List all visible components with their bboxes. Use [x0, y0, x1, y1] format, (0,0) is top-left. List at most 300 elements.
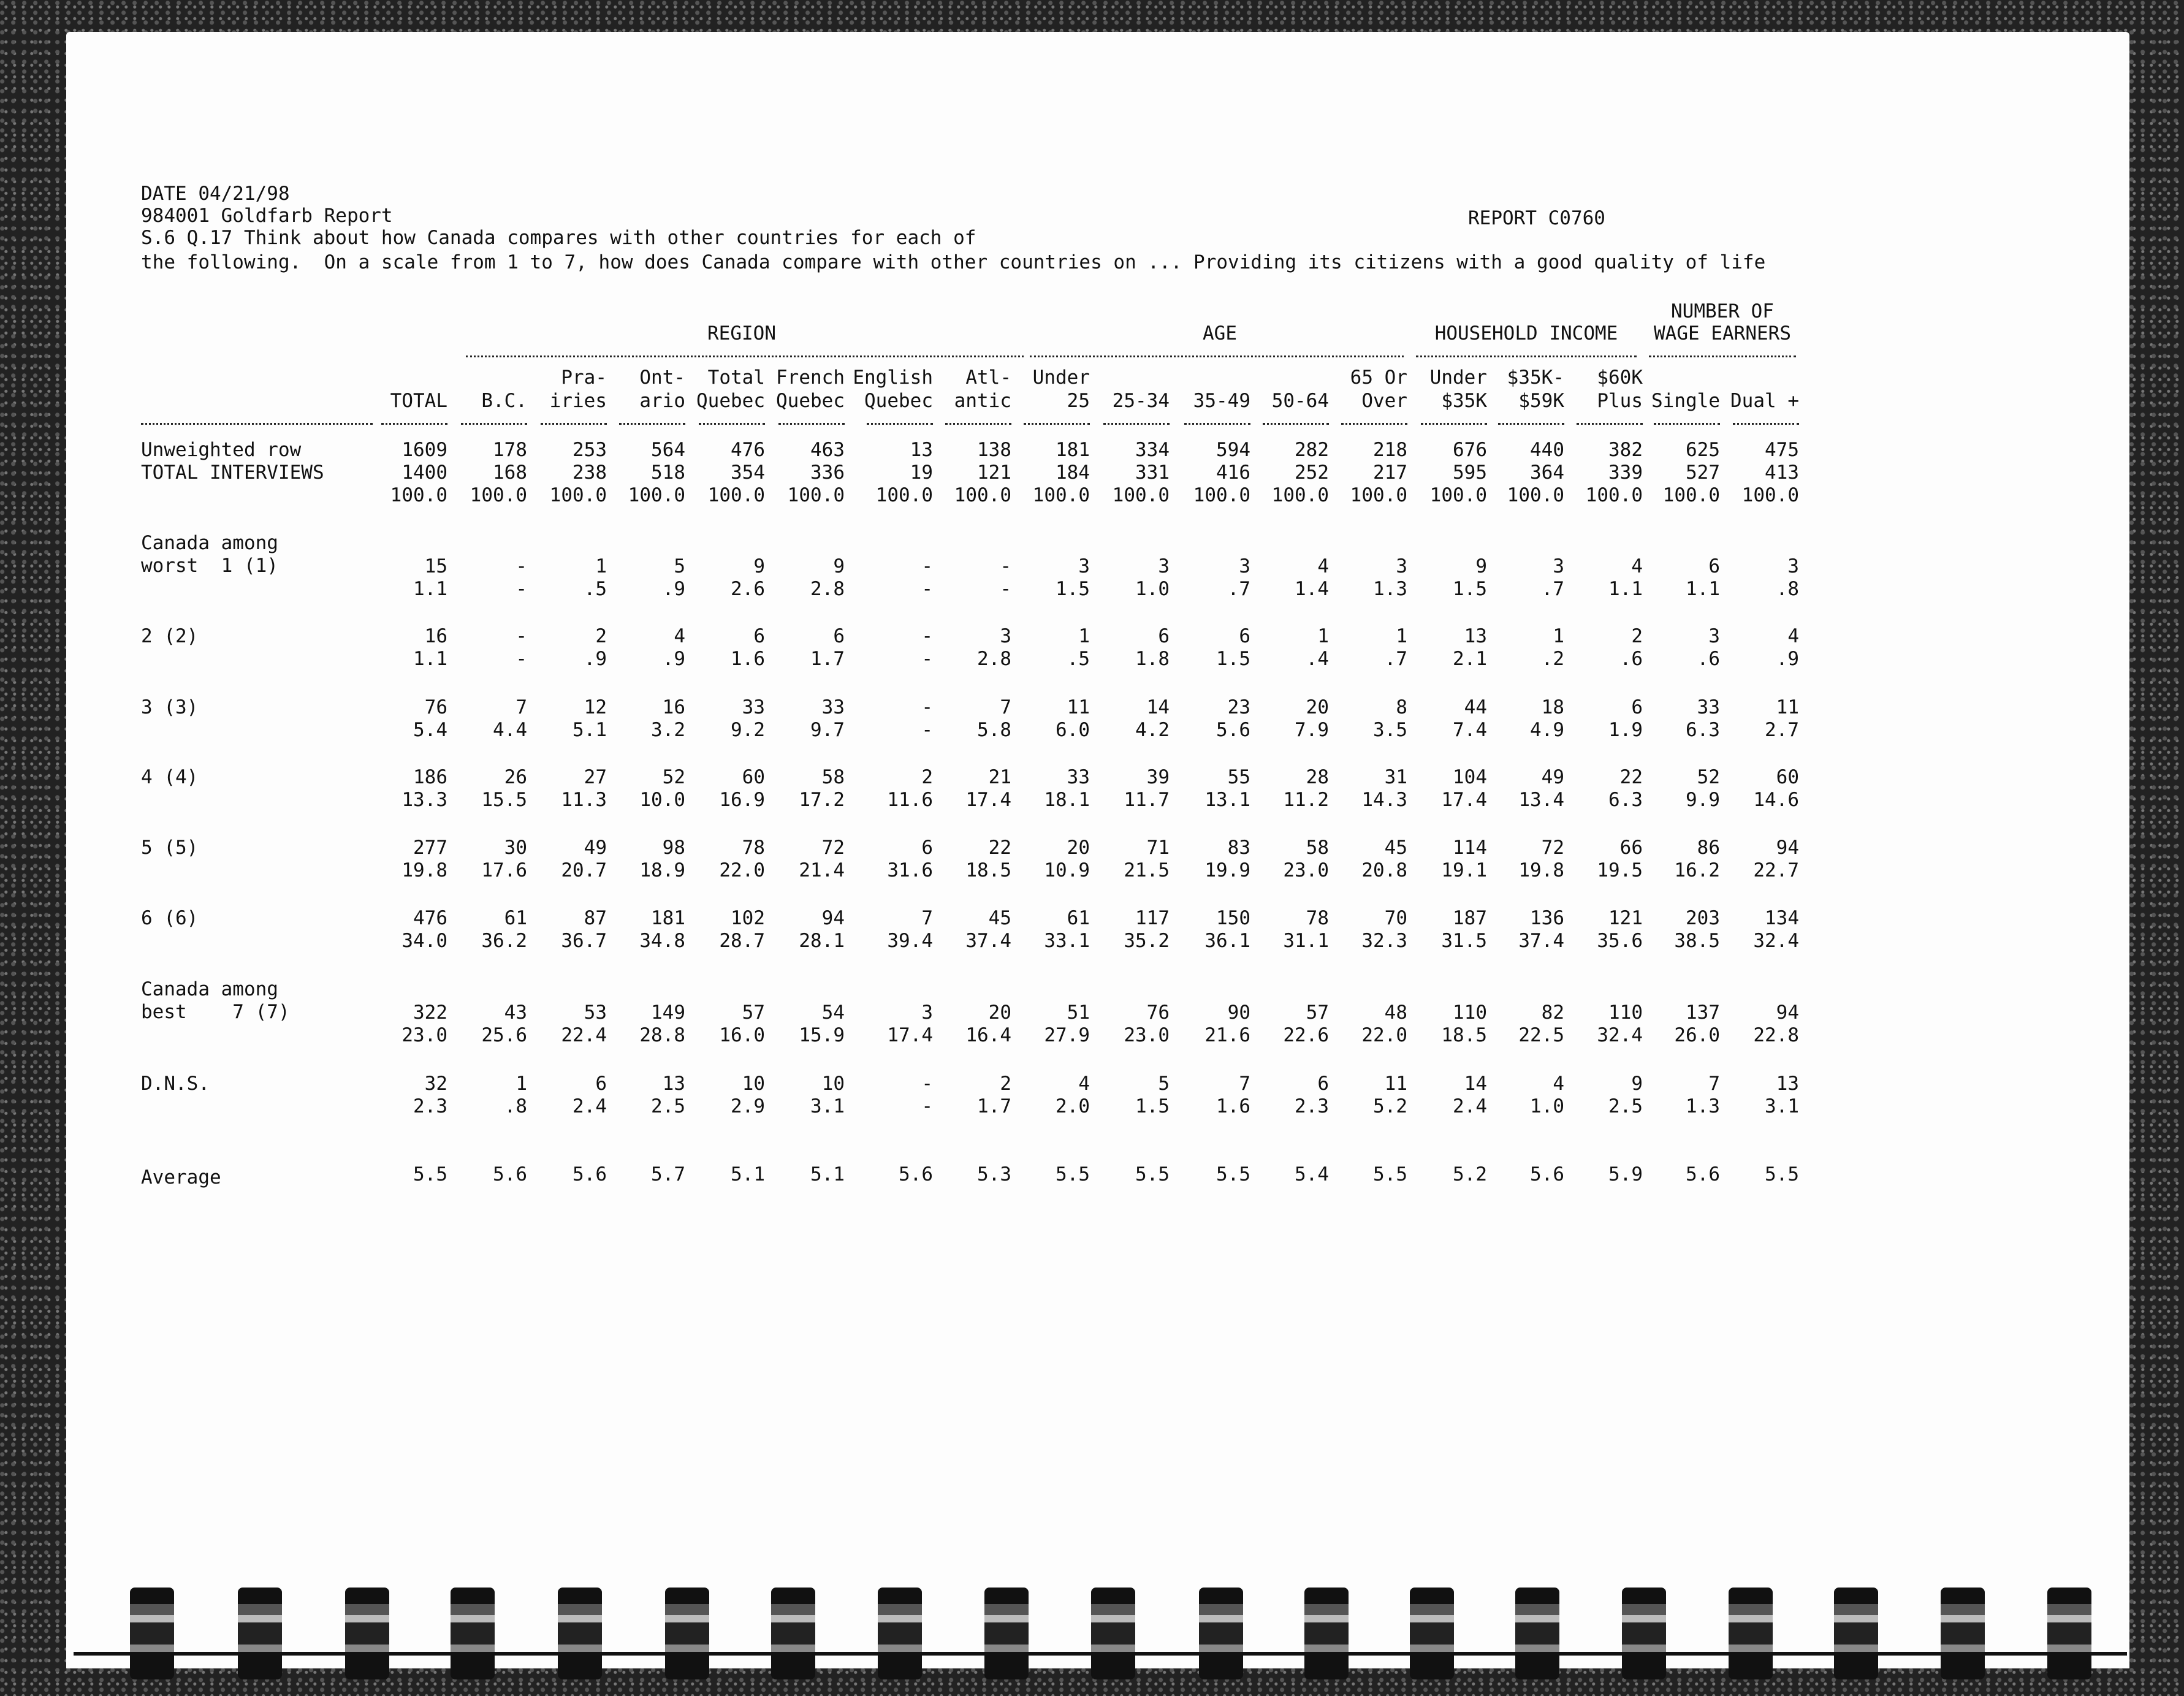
column-header-rule	[1263, 423, 1329, 425]
table-cell: 21.4	[799, 859, 845, 881]
table-cell: 58	[821, 766, 845, 788]
table-cell: 61	[1067, 907, 1090, 929]
table-cell: 1	[595, 555, 607, 577]
table-cell: 17.4	[887, 1024, 933, 1046]
table-cell: .9	[662, 578, 685, 600]
table-cell: 1.9	[1608, 719, 1643, 741]
table-cell: 28.1	[799, 930, 845, 952]
table-cell: 78	[742, 837, 765, 859]
group-household-income: HOUSEHOLD INCOME	[1434, 322, 1618, 344]
table-cell: 22.7	[1753, 859, 1799, 881]
row-label: D.N.S.	[141, 1073, 210, 1095]
table-cell: 4	[1317, 555, 1329, 577]
binding-ring	[1091, 1588, 1135, 1679]
table-cell: 39.4	[887, 930, 933, 952]
table-cell: 1.5	[1453, 578, 1487, 600]
table-cell: 16.0	[719, 1024, 765, 1046]
label-column-rule	[141, 423, 373, 425]
age-rule	[1030, 356, 1404, 357]
table-cell: 6.0	[1056, 719, 1090, 741]
table-cell: .7	[1384, 648, 1407, 670]
table-cell: 1.1	[413, 578, 447, 600]
table-cell: 33.1	[1044, 930, 1090, 952]
table-cell: 463	[810, 439, 845, 461]
table-cell: 1	[516, 1073, 527, 1095]
binding-ring	[451, 1588, 495, 1679]
table-cell: 30	[504, 837, 527, 859]
table-cell: 57	[742, 1002, 765, 1024]
table-cell: 137	[1686, 1002, 1720, 1024]
table-cell: 100.0	[1585, 484, 1643, 506]
table-cell: 83	[1227, 837, 1250, 859]
table-cell: 16.4	[965, 1024, 1011, 1046]
column-header-rule	[1103, 423, 1170, 425]
column-header-1: Total	[707, 367, 765, 389]
table-cell: 4	[1078, 1073, 1090, 1095]
table-cell: 31.1	[1283, 930, 1329, 952]
table-cell: 3	[1239, 555, 1250, 577]
table-cell: 72	[1541, 837, 1564, 859]
column-header-rule	[1654, 423, 1720, 425]
table-cell: 1.6	[1216, 1095, 1250, 1117]
table-cell: 3	[1708, 625, 1720, 647]
table-cell: 100.0	[1429, 484, 1487, 506]
table-cell: 38.5	[1674, 930, 1720, 952]
table-cell: 7	[1239, 1073, 1250, 1095]
table-cell: 28.7	[719, 930, 765, 952]
table-cell: 5.6	[1686, 1163, 1720, 1185]
table-cell: 11	[1384, 1073, 1407, 1095]
table-cell: 475	[1765, 439, 1799, 461]
column-header-rule	[1421, 423, 1487, 425]
table-cell: 4	[1787, 625, 1799, 647]
table-cell: 5.4	[413, 719, 447, 741]
table-cell: 45	[1384, 837, 1407, 859]
table-cell: 21	[988, 766, 1011, 788]
table-cell: 37.4	[1518, 930, 1564, 952]
binding-ring	[130, 1588, 174, 1679]
table-cell: 2.7	[1765, 719, 1799, 741]
table-cell: 1.5	[1056, 578, 1090, 600]
table-cell: 3	[1553, 555, 1564, 577]
table-cell: 5	[1158, 1073, 1170, 1095]
table-cell: 14.6	[1753, 789, 1799, 811]
table-cell: 1400	[401, 462, 447, 484]
table-cell: 114	[1453, 837, 1487, 859]
table-cell: 54	[821, 1002, 845, 1024]
table-cell: -	[921, 648, 933, 670]
binding-ring	[1622, 1588, 1666, 1679]
column-header-2: Quebec	[864, 390, 933, 412]
table-cell: 5.1	[810, 1163, 845, 1185]
column-header-2: Quebec	[696, 390, 765, 412]
table-cell: 5.9	[1608, 1163, 1643, 1185]
column-header-1: $60K	[1597, 367, 1643, 389]
table-cell: 7.4	[1453, 719, 1487, 741]
column-header-2: 25-34	[1112, 390, 1170, 412]
table-cell: 87	[584, 907, 607, 929]
table-cell: 94	[821, 907, 845, 929]
table-cell: 100.0	[549, 484, 607, 506]
table-cell: 21.5	[1124, 859, 1170, 881]
table-cell: 187	[1453, 907, 1487, 929]
table-cell: 1.1	[1608, 578, 1643, 600]
table-cell: 7	[1000, 696, 1011, 718]
table-cell: 94	[1776, 1002, 1799, 1024]
table-cell: 181	[1056, 439, 1090, 461]
table-cell: 100.0	[1271, 484, 1329, 506]
table-cell: 676	[1453, 439, 1487, 461]
table-cell: -	[921, 1073, 933, 1095]
table-cell: 76	[1146, 1002, 1170, 1024]
table-cell: 595	[1453, 462, 1487, 484]
table-cell: 364	[1530, 462, 1564, 484]
table-cell: 100.0	[1350, 484, 1407, 506]
table-cell: 102	[731, 907, 765, 929]
table-cell: .5	[584, 578, 607, 600]
table-cell: 44	[1464, 696, 1487, 718]
table-cell: 33	[1697, 696, 1720, 718]
table-cell: 2.4	[573, 1095, 607, 1117]
table-cell: 476	[413, 907, 447, 929]
table-cell: 336	[810, 462, 845, 484]
binding-ring	[1410, 1588, 1454, 1679]
table-cell: .9	[584, 648, 607, 670]
table-cell: 218	[1373, 439, 1407, 461]
table-cell: 20	[1067, 837, 1090, 859]
table-cell: 100.0	[1507, 484, 1564, 506]
table-cell: 100.0	[1193, 484, 1250, 506]
table-cell: 5.5	[1765, 1163, 1799, 1185]
table-cell: 19.1	[1441, 859, 1487, 881]
table-cell: -	[516, 578, 527, 600]
table-cell: 11	[1776, 696, 1799, 718]
table-cell: 20.8	[1361, 859, 1407, 881]
table-cell: 594	[1216, 439, 1250, 461]
table-cell: 282	[1295, 439, 1329, 461]
table-cell: 3	[921, 1002, 933, 1024]
table-cell: 100.0	[1112, 484, 1170, 506]
table-cell: 17.6	[481, 859, 527, 881]
table-cell: 5.4	[1295, 1163, 1329, 1185]
column-header-2: Plus	[1597, 390, 1643, 412]
column-header-2: antic	[954, 390, 1011, 412]
table-cell: 1.7	[977, 1095, 1011, 1117]
table-cell: 14	[1146, 696, 1170, 718]
table-cell: 3	[1396, 555, 1407, 577]
table-cell: 5.6	[573, 1163, 607, 1185]
table-cell: 110	[1608, 1002, 1643, 1024]
table-cell: 253	[573, 439, 607, 461]
table-cell: 564	[651, 439, 685, 461]
table-cell: 9	[753, 555, 765, 577]
binding-ring	[1304, 1588, 1349, 1679]
table-cell: -	[1000, 555, 1011, 577]
table-cell: 22.0	[719, 859, 765, 881]
table-cell: 9	[833, 555, 845, 577]
region-rule	[466, 356, 1024, 357]
column-header-1: French	[776, 367, 845, 389]
table-cell: 3	[1787, 555, 1799, 577]
table-cell: 72	[821, 837, 845, 859]
column-header-rule	[1577, 423, 1643, 425]
table-cell: 440	[1530, 439, 1564, 461]
column-header-2: Dual +	[1730, 390, 1799, 412]
table-cell: 178	[493, 439, 527, 461]
table-cell: 13	[1776, 1073, 1799, 1095]
table-cell: -	[516, 555, 527, 577]
wage-rule	[1649, 356, 1796, 357]
table-cell: -	[516, 648, 527, 670]
table-cell: 6	[1708, 555, 1720, 577]
table-cell: 11.7	[1124, 789, 1170, 811]
column-header-rule	[867, 423, 933, 425]
table-cell: 32.3	[1361, 930, 1407, 952]
row-label-line-2: worst 1 (1)	[141, 555, 278, 577]
row-label: 6 (6)	[141, 907, 199, 929]
column-header-2: $35K	[1441, 390, 1487, 412]
table-cell: 168	[493, 462, 527, 484]
row-label: 4 (4)	[141, 766, 199, 788]
table-cell: 22.6	[1283, 1024, 1329, 1046]
table-cell: 138	[977, 439, 1011, 461]
row-label: 3 (3)	[141, 696, 199, 718]
table-cell: 6	[753, 625, 765, 647]
binding-ring	[1729, 1588, 1773, 1679]
table-cell: 36.1	[1204, 930, 1250, 952]
report-title: 984001 Goldfarb Report	[141, 205, 393, 227]
table-cell: 36.2	[481, 930, 527, 952]
group-region: REGION	[707, 322, 776, 344]
column-header-1: Under	[1032, 367, 1090, 389]
table-cell: 43	[504, 1002, 527, 1024]
table-cell: 61	[504, 907, 527, 929]
table-cell: 55	[1227, 766, 1250, 788]
column-header-rule	[1341, 423, 1407, 425]
table-cell: 52	[662, 766, 685, 788]
table-cell: 23.0	[401, 1024, 447, 1046]
table-cell: 16	[662, 696, 685, 718]
table-cell: 45	[988, 907, 1011, 929]
table-cell: 150	[1216, 907, 1250, 929]
table-cell: 31.6	[887, 859, 933, 881]
table-cell: 1	[1078, 625, 1090, 647]
table-cell: 35.6	[1597, 930, 1643, 952]
table-cell: 7	[516, 696, 527, 718]
table-cell: 10	[742, 1073, 765, 1095]
table-cell: 19	[910, 462, 933, 484]
table-cell: 15.9	[799, 1024, 845, 1046]
table-cell: 2.8	[977, 648, 1011, 670]
table-cell: 11.3	[561, 789, 607, 811]
column-header-1: Atl-	[965, 367, 1011, 389]
table-cell: 6	[1239, 625, 1250, 647]
row-label: 2 (2)	[141, 625, 199, 647]
table-cell: 19.9	[1204, 859, 1250, 881]
table-cell: 6	[921, 837, 933, 859]
report-date: DATE 04/21/98	[141, 183, 290, 205]
table-cell: 10.9	[1044, 859, 1090, 881]
table-cell: 5.1	[731, 1163, 765, 1185]
table-cell: 121	[1608, 907, 1643, 929]
table-cell: 20	[1306, 696, 1329, 718]
table-cell: 16.9	[719, 789, 765, 811]
table-cell: 60	[742, 766, 765, 788]
table-cell: -	[921, 555, 933, 577]
table-cell: 60	[1776, 766, 1799, 788]
table-cell: 4	[1553, 1073, 1564, 1095]
table-cell: 31.5	[1441, 930, 1487, 952]
table-cell: 10.0	[639, 789, 685, 811]
table-cell: 23.0	[1283, 859, 1329, 881]
column-header-rule	[1024, 423, 1090, 425]
column-header-1: Pra-	[561, 367, 607, 389]
table-cell: -	[921, 696, 933, 718]
table-cell: 3.2	[651, 719, 685, 741]
column-header-rule	[699, 423, 765, 425]
table-cell: 2	[595, 625, 607, 647]
column-header-2: $59K	[1518, 390, 1564, 412]
column-header-rule	[778, 423, 845, 425]
table-cell: 18.5	[965, 859, 1011, 881]
table-cell: 26	[504, 766, 527, 788]
table-cell: 49	[1541, 766, 1564, 788]
table-cell: 322	[413, 1002, 447, 1024]
table-cell: 94	[1776, 837, 1799, 859]
table-cell: 625	[1686, 439, 1720, 461]
table-cell: 100.0	[628, 484, 685, 506]
table-cell: 2.1	[1453, 648, 1487, 670]
table-cell: 4.9	[1530, 719, 1564, 741]
table-cell: 1.3	[1373, 578, 1407, 600]
table-cell: 35.2	[1124, 930, 1170, 952]
question-line-2: the following. On a scale from 1 to 7, how does Canada compare with other countries on ... Providing its citizens with a good quality of life	[141, 251, 1766, 273]
table-cell: 1.1	[413, 648, 447, 670]
binding-ring	[1941, 1588, 1985, 1679]
report-code: REPORT C0760	[1468, 207, 1605, 229]
table-cell: 1.3	[1686, 1095, 1720, 1117]
table-cell: 9	[1631, 1073, 1643, 1095]
table-cell: 3	[1158, 555, 1170, 577]
table-cell: 2.5	[651, 1095, 685, 1117]
table-cell: 4	[1631, 555, 1643, 577]
table-cell: 1.6	[731, 648, 765, 670]
column-header-2: 50-64	[1271, 390, 1329, 412]
column-header-rule	[945, 423, 1011, 425]
table-cell: 5.5	[1135, 1163, 1170, 1185]
table-cell: 7	[921, 907, 933, 929]
table-cell: 78	[1306, 907, 1329, 929]
binding-ring	[2047, 1588, 2091, 1679]
table-cell: -	[921, 578, 933, 600]
table-cell: 22.5	[1518, 1024, 1564, 1046]
table-cell: 100.0	[1032, 484, 1090, 506]
binding-ring	[771, 1588, 815, 1679]
table-cell: 1.4	[1295, 578, 1329, 600]
table-cell: 33	[821, 696, 845, 718]
column-header-2: ario	[639, 390, 685, 412]
column-header-2: Single	[1651, 390, 1720, 412]
table-cell: 36.7	[561, 930, 607, 952]
table-cell: 238	[573, 462, 607, 484]
table-cell: 22.0	[1361, 1024, 1407, 1046]
table-cell: 6	[833, 625, 845, 647]
table-cell: 32.4	[1753, 930, 1799, 952]
table-cell: 86	[1697, 837, 1720, 859]
column-header-rule	[1733, 423, 1799, 425]
table-cell: 18.1	[1044, 789, 1090, 811]
table-cell: 20	[988, 1002, 1011, 1024]
table-cell: 5.7	[651, 1163, 685, 1185]
table-cell: 100.0	[470, 484, 527, 506]
table-cell: 3	[1078, 555, 1090, 577]
table-cell: 100.0	[390, 484, 447, 506]
table-cell: 2	[921, 766, 933, 788]
row-label: Canada among	[141, 978, 278, 1000]
table-cell: 13	[662, 1073, 685, 1095]
table-cell: 18.9	[639, 859, 685, 881]
table-cell: 19.8	[401, 859, 447, 881]
table-cell: 6	[1631, 696, 1643, 718]
table-cell: 1.0	[1135, 578, 1170, 600]
table-cell: .6	[1697, 648, 1720, 670]
table-cell: 416	[1216, 462, 1250, 484]
table-cell: 382	[1608, 439, 1643, 461]
table-cell: 23	[1227, 696, 1250, 718]
table-cell: 3	[1000, 625, 1011, 647]
column-header-rule	[461, 423, 527, 425]
binding-ring	[1515, 1588, 1559, 1679]
table-cell: -	[1000, 578, 1011, 600]
table-cell: 6.3	[1686, 719, 1720, 741]
column-header-1: $35K-	[1507, 367, 1564, 389]
table-cell: 181	[651, 907, 685, 929]
table-cell: 14.3	[1361, 789, 1407, 811]
table-cell: 7.9	[1295, 719, 1329, 741]
table-cell: 51	[1067, 1002, 1090, 1024]
table-cell: 136	[1530, 907, 1564, 929]
table-cell: 1	[1396, 625, 1407, 647]
table-cell: .5	[1067, 648, 1090, 670]
table-cell: 5.3	[977, 1163, 1011, 1185]
row-label-line-2: best 7 (7)	[141, 1001, 290, 1023]
table-cell: 22.8	[1753, 1024, 1799, 1046]
table-cell: 5.6	[1530, 1163, 1564, 1185]
income-rule	[1416, 356, 1637, 357]
table-cell: 22	[1619, 766, 1643, 788]
table-cell: .4	[1306, 648, 1329, 670]
table-cell: 100.0	[1662, 484, 1720, 506]
table-cell: 5.1	[573, 719, 607, 741]
table-cell: 70	[1384, 907, 1407, 929]
table-cell: 1.5	[1216, 648, 1250, 670]
table-cell: 26.0	[1674, 1024, 1720, 1046]
table-cell: .7	[1541, 578, 1564, 600]
column-header-1: Ont-	[639, 367, 685, 389]
table-cell: 11.6	[887, 789, 933, 811]
table-cell: 5.5	[1373, 1163, 1407, 1185]
table-cell: 21.6	[1204, 1024, 1250, 1046]
table-cell: 49	[584, 837, 607, 859]
table-cell: 4.2	[1135, 719, 1170, 741]
table-cell: 9.2	[731, 719, 765, 741]
column-header-2: TOTAL	[390, 390, 447, 412]
table-cell: 476	[731, 439, 765, 461]
table-cell: 34.0	[401, 930, 447, 952]
table-cell: 90	[1227, 1002, 1250, 1024]
table-cell: 527	[1686, 462, 1720, 484]
table-cell: 76	[424, 696, 447, 718]
